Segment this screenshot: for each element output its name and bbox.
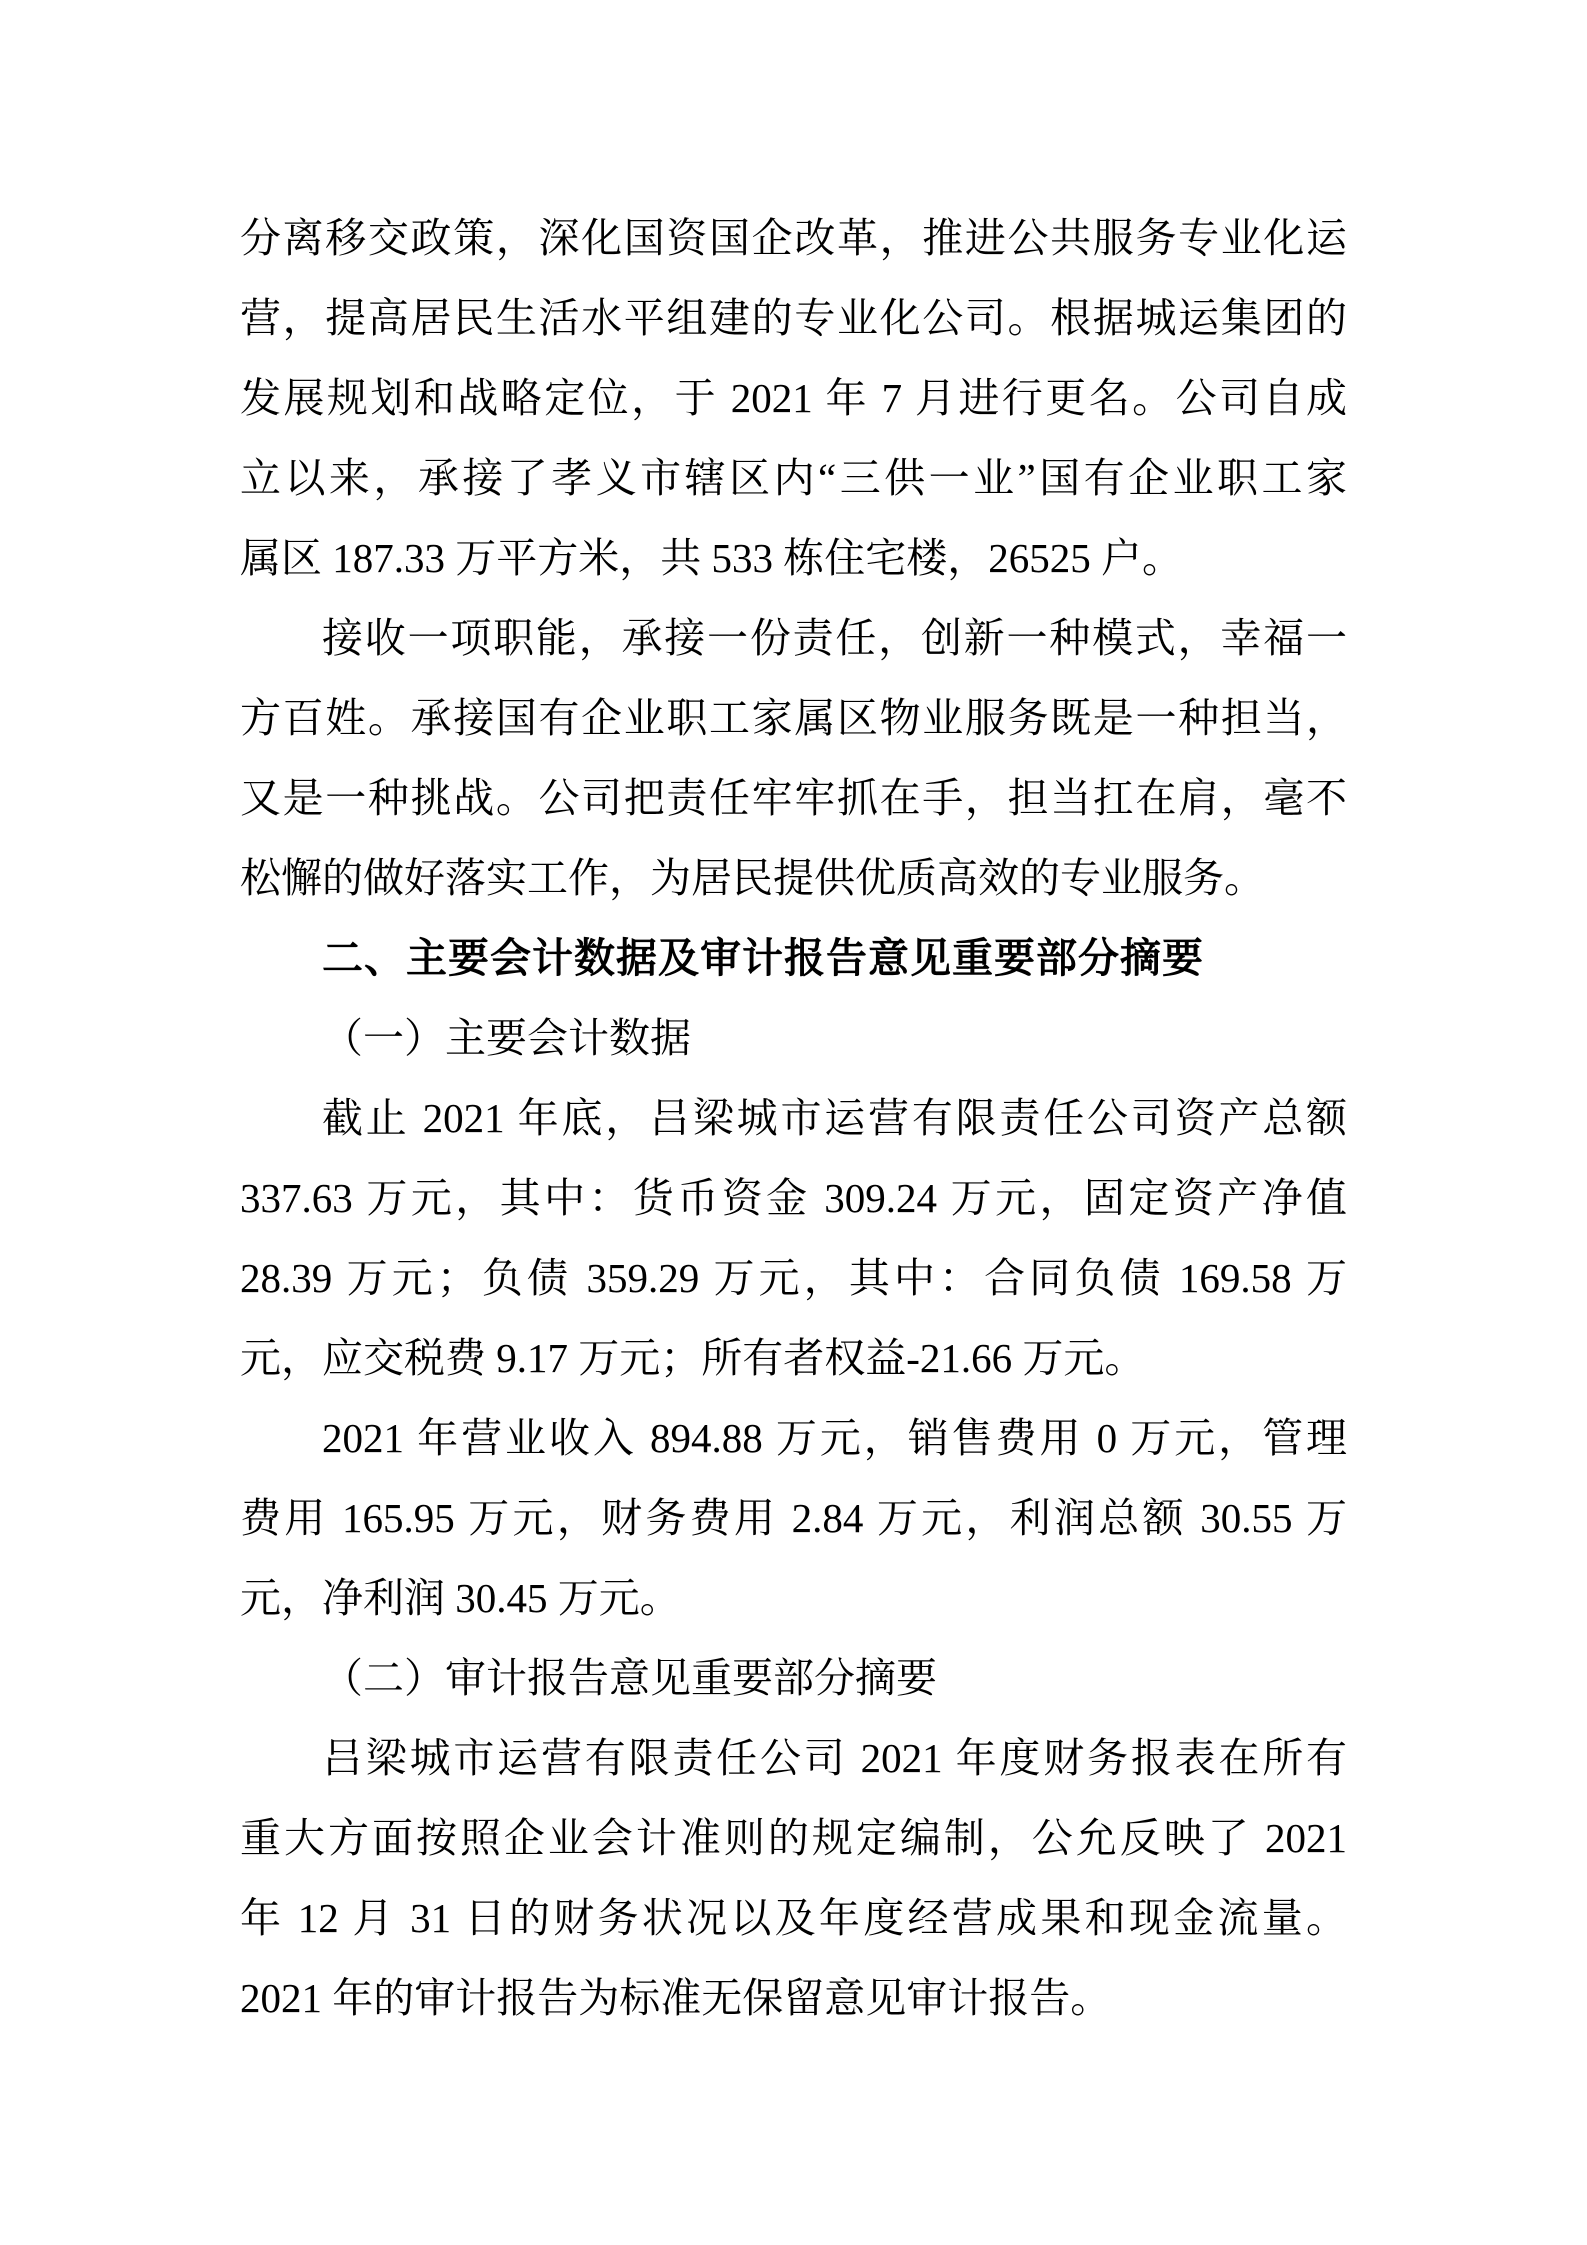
text-line: 2021 年营业收入 894.88 万元，销售费用 0 万元，管理 <box>322 1415 1347 1461</box>
text-line: 2021 年的审计报告为标准无保留意见审计报告。 <box>240 1975 1112 2021</box>
text-line: 又是一种挑战。公司把责任牢牢抓在手，担当扛在肩，毫不 <box>240 775 1347 821</box>
text-line: 重大方面按照企业会计准则的规定编制，公允反映了 2021 <box>240 1815 1347 1861</box>
text-line: 截止 2021 年底，吕梁城市运营有限责任公司资产总额 <box>322 1095 1347 1141</box>
text-line: 元，净利润 30.45 万元。 <box>240 1575 681 1621</box>
text-line: 营，提高居民生活水平组建的专业化公司。根据城运集团的 <box>240 295 1347 341</box>
subsection-heading: （一）主要会计数据 <box>322 1015 691 1061</box>
text-line: 337.63 万元，其中：货币资金 309.24 万元，固定资产净值 <box>240 1175 1347 1221</box>
text-line: 属区 187.33 万平方米，共 533 栋住宅楼，26525 户。 <box>240 535 1183 581</box>
text-line: 年 12 月 31 日的财务状况以及年度经营成果和现金流量。 <box>240 1895 1347 1941</box>
text-line: 接收一项职能，承接一份责任，创新一种模式，幸福一 <box>322 615 1347 661</box>
text-line: 方百姓。承接国有企业职工家属区物业服务既是一种担当， <box>240 695 1347 741</box>
text-line: 费用 165.95 万元，财务费用 2.84 万元，利润总额 30.55 万 <box>240 1495 1347 1541</box>
text-line: 发展规划和战略定位，于 2021 年 7 月进行更名。公司自成 <box>240 375 1347 421</box>
document-text <box>240 198 1347 2038</box>
text-line: 28.39 万元；负债 359.29 万元，其中：合同负债 169.58 万 <box>240 1255 1347 1301</box>
text-line: 吕梁城市运营有限责任公司 2021 年度财务报表在所有 <box>322 1735 1347 1781</box>
text-line: 分离移交政策，深化国资国企改革，推进公共服务专业化运 <box>240 215 1347 261</box>
text-line: 松懈的做好落实工作，为居民提供优质高效的专业服务。 <box>240 855 1265 901</box>
text-line: 元，应交税费 9.17 万元；所有者权益-21.66 万元。 <box>240 1335 1146 1381</box>
text-line: 立以来，承接了孝义市辖区内“三供一业”国有企业职工家 <box>240 455 1347 501</box>
subsection-heading: （二）审计报告意见重要部分摘要 <box>322 1655 937 1701</box>
section-heading: 二、主要会计数据及审计报告意见重要部分摘要 <box>322 935 1204 981</box>
